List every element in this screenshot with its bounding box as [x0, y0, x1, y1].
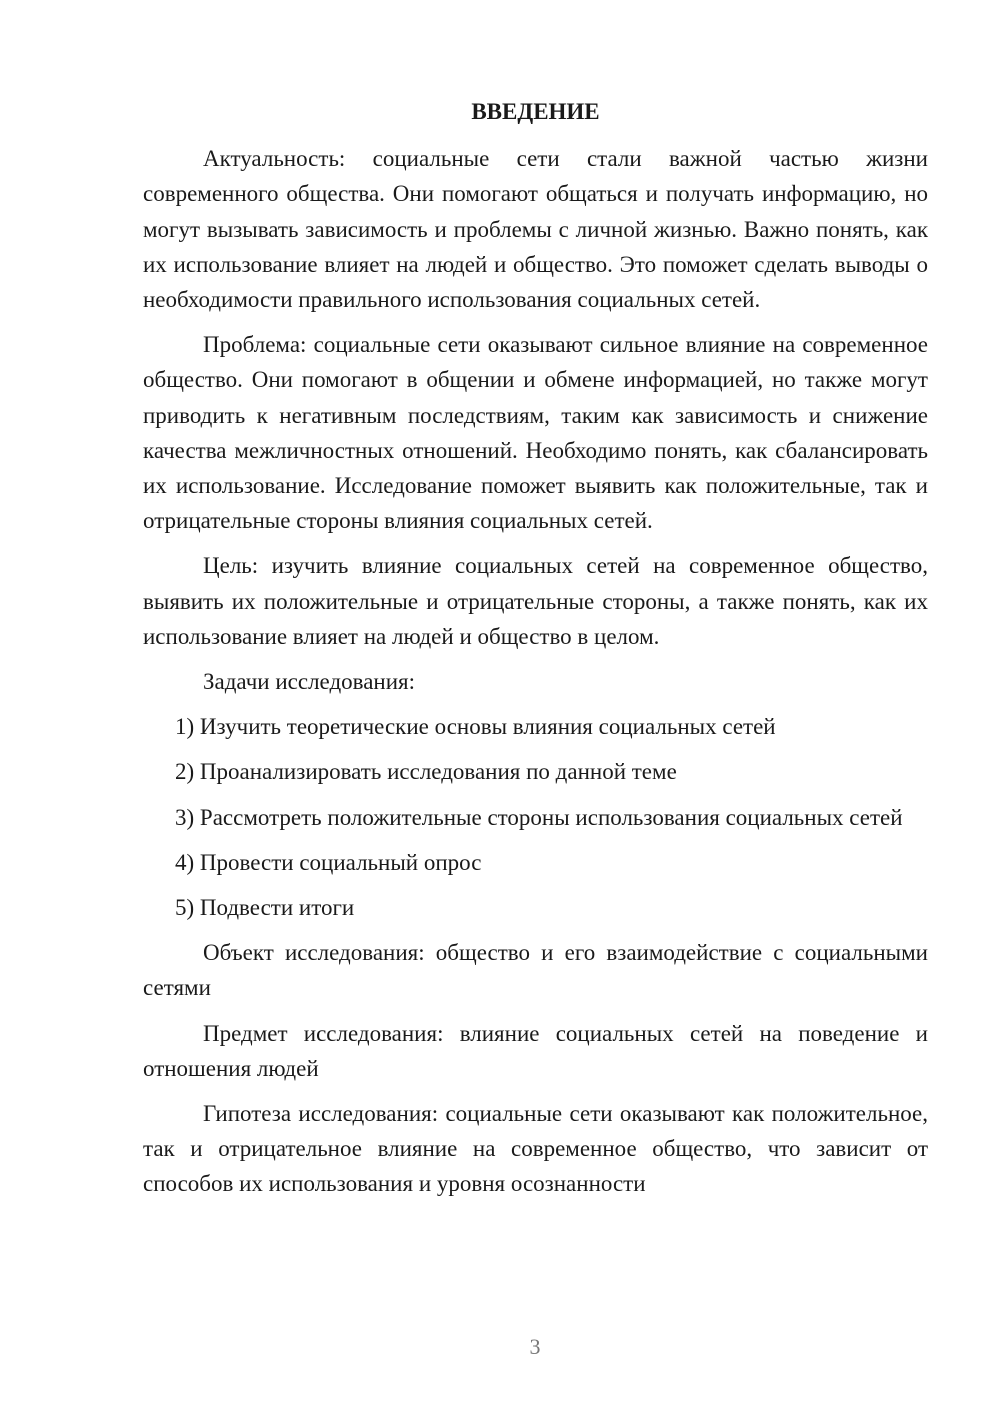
- problem-paragraph: Проблема: социальные сети оказывают сильное влияние на современное общество. Они помогают в общении и обмене информацией, но также могут приводить к негативным последствиям, таким как зависимость и снижение качества межличностных отношений. Необходимо понять, как сбалансировать их использование. Исследование поможет выявить как положительные, так и отрицательные стороны влияния социальных сетей.: [143, 332, 928, 534]
- task-item: 2) Проанализировать исследования по данной теме: [175, 759, 677, 785]
- subject-paragraph: Предмет исследования: влияние социальных сетей на поведение и отношения людей: [143, 1020, 928, 1081]
- section-title: ВВЕДЕНИЕ: [471, 99, 600, 124]
- tasks-heading: Задачи исследования:: [203, 669, 416, 695]
- task-item: 4) Провести социальный опрос: [175, 849, 482, 875]
- task-item: 5) Подвести итоги: [175, 895, 355, 921]
- relevance-paragraph: Актуальность: социальные сети стали важной частью жизни современного общества. Они помогают общаться и получать информацию, но могут вызывать зависимость и проблемы с личной жизнью. Важно понять, как их использование влияет на людей и общество. Это поможет сделать выводы о необходимости правильного использования социальных сетей.: [143, 146, 928, 313]
- object-paragraph: Объект исследования: общество и его взаимодействие с социальными сетями: [143, 940, 928, 1001]
- document-body: [143, 94, 928, 1212]
- page-number: 3: [529, 1334, 541, 1359]
- task-item: 1) Изучить теоретические основы влияния социальных сетей: [175, 714, 776, 740]
- hypothesis-paragraph: Гипотеза исследования: социальные сети оказывают как положительное, так и отрицательное влияние на современное общество, что зависит от способов их использования и уровня осознанности: [143, 1101, 928, 1197]
- task-item: 3) Рассмотреть положительные стороны использования социальных сетей: [175, 804, 903, 830]
- goal-paragraph: Цель: изучить влияние социальных сетей на современное общество, выявить их положительные и отрицательные стороны, а также понять, как их использование влияет на людей и общество в целом.: [143, 553, 928, 649]
